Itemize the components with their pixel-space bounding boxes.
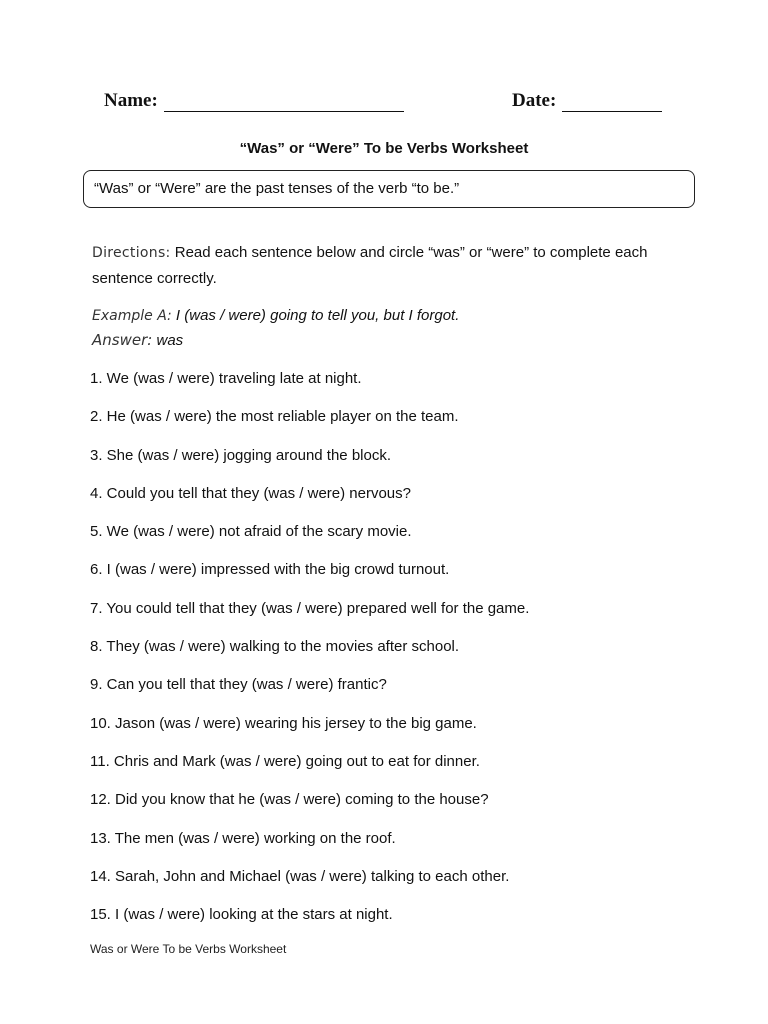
worksheet-title: “Was” or “Were” To be Verbs Worksheet [239, 140, 529, 157]
date-blank-line[interactable] [562, 93, 662, 112]
question-list [90, 368, 529, 942]
example-block [92, 304, 692, 353]
directions-label: Directions: [92, 245, 171, 261]
question-item: 7. You could tell that they (was / were) prepared well for the game. [90, 599, 530, 617]
question-item: 1. We (was / were) traveling late at night. [90, 370, 362, 387]
page-footer: Was or Were To be Verbs Worksheet [90, 942, 287, 956]
definition-box [83, 170, 695, 208]
directions-text: Read each sentence below and circle “was” or “were” to complete each sentence correctly. [92, 244, 648, 287]
header-row [104, 90, 664, 120]
answer-label: Answer: [92, 331, 153, 349]
question-item: 10. Jason (was / were) wearing his jersey to the big game. [90, 714, 477, 732]
question-item: 5. We (was / were) not afraid of the scary movie. [90, 523, 412, 541]
question-item: 14. Sarah, John and Michael (was / were) talking to each other. [90, 867, 510, 885]
name-label: Name: [104, 90, 158, 111]
question-item: 8. They (was / were) walking to the movies after school. [90, 638, 460, 656]
question-item: 15. I (was / were) looking at the stars at night. [90, 906, 393, 924]
question-item: 9. Can you tell that they (was / were) frantic? [90, 676, 387, 694]
question-item: 12. Did you know that he (was / were) coming to the house? [90, 791, 489, 809]
answer-line [92, 328, 692, 353]
date-label: Date: [512, 90, 557, 111]
definition-text: “Was” or “Were” are the past tenses of the verb “to be.” [94, 180, 460, 197]
example-label: Example A: [92, 308, 172, 324]
directions [92, 240, 692, 291]
answer-text: was [152, 332, 184, 349]
example-line [92, 304, 692, 328]
example-text: I (was / were) going to tell you, but I forgot. [171, 307, 460, 324]
date-field [512, 90, 662, 112]
question-item: 3. She (was / were) jogging around the block. [90, 446, 392, 464]
question-item: 2. He (was / were) the most reliable player on the team. [90, 408, 459, 426]
question-item: 13. The men (was / were) working on the roof. [90, 829, 396, 847]
name-field [104, 90, 404, 112]
name-blank-line[interactable] [164, 93, 404, 112]
question-item: 11. Chris and Mark (was / were) going out to eat for dinner. [90, 752, 480, 770]
question-item: 4. Could you tell that they (was / were) nervous? [90, 484, 411, 502]
question-item: 6. I (was / were) impressed with the big crowd turnout. [90, 561, 450, 579]
